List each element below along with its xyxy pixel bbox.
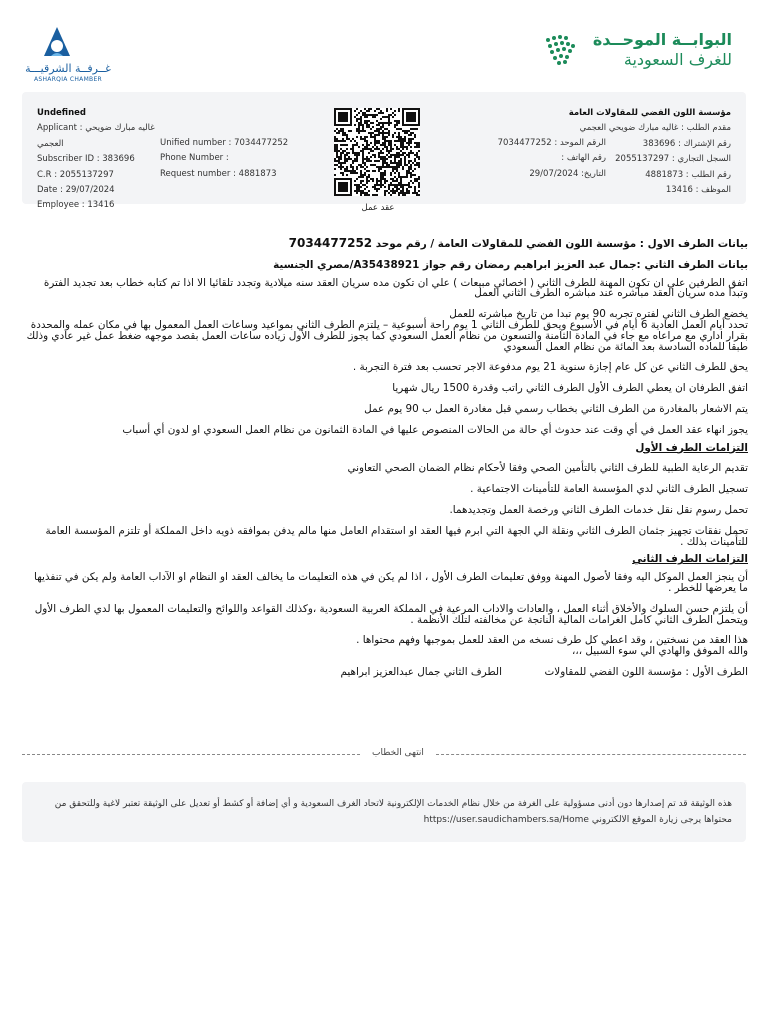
applicant-en: Applicant : غاليه مبارك ضويحي العجمي xyxy=(37,123,155,149)
request-number-en: Request number : 4881873 xyxy=(160,168,277,179)
closing-phrase: والله الموفق والهادي الي سوء السبيل ،،، xyxy=(572,645,748,658)
first-party-insurance: تسجيل الطرف الثاني لدي المؤسسة العامة للتأمينات الاجتماعية . xyxy=(470,483,748,496)
disclaimer-text: هذه الوثيقة قد تم إصدارها دون أدنى مسؤولية على الغرفة من خلال نظام الخدمات الإلكترونية لاتحاد الغرف السعودية و أي إضافة أو كشط أو تعديل على الوثيقة تعتبر لاغية وللتحقق من محتواها يرجى زيارة الموقع الالكتروني https://user.saudichambers.sa/Home xyxy=(54,799,732,825)
subscriber-id-en: Subscriber ID : 383696 xyxy=(37,154,135,165)
portal-name-line1: البوابــة الموحــدة xyxy=(592,30,732,49)
clause-annual-leave: يحق للطرف الثاني عن كل عام إجازة سنوية 21 يوم مدفوعة الاجر تحسب بعد فترة التجربة . xyxy=(352,361,748,374)
signatures xyxy=(26,667,748,681)
header-left-column xyxy=(37,106,177,214)
second-party-conduct: أن يلتزم حسن السلوك والأخلاق أثناء العمل ، والعادات والاداب المرعية في المملكة العربية السعودية ،وكذلك القواعد واللوائح والتعليمات المعمول بها لدي الطرف الأول ويتحمل الطرف الثاني كامل الغرامات المالية الناتجة عن مخالفته لتلك الأنظمة . xyxy=(34,602,748,626)
chamber-emblem-icon xyxy=(42,26,72,60)
header-right-column-2 xyxy=(456,121,606,182)
clause-notice: يتم الاشعار بالمغادرة من الطرف الثاني بخطاب رسمي قبل مغادرة العمل ب 90 يوم عمل xyxy=(364,402,748,415)
unified-number-ar: الرقم الموحد : 7034477252 xyxy=(497,138,606,148)
phone-en: Phone Number : xyxy=(160,153,229,164)
cr-ar: السجل التجاري : 2055137297 xyxy=(615,154,731,165)
qr-code xyxy=(334,108,420,196)
clause-salary: اتفق الطرفان ان يعطي الطرف الأول الطرف الثاني راتب وقدرة 1500 ريال شهريا xyxy=(392,382,748,395)
second-party-signature: الطرف الثاني جمال عبدالعزيز ابراهيم xyxy=(340,665,502,678)
qr-caption: عقد عمل xyxy=(361,203,395,213)
subscriber-id-ar: رقم الإشتراك : 383696 xyxy=(642,138,731,149)
chamber-name-ar: غــرفــة الشرقيـــة xyxy=(25,62,111,75)
divider-line-left xyxy=(22,754,360,755)
header-title-en: Undefined xyxy=(37,108,87,118)
disclaimer-box xyxy=(22,782,746,842)
first-party-medical: تقديم الرعاية الطبية للطرف الثاني بالتأمين الصحي وفقا لأحكام نظام الضمان الصحي التعاوني xyxy=(347,462,748,475)
first-party-signature: الطرف الأول : مؤسسة اللون الفضي للمقاولات xyxy=(544,665,748,678)
request-number-ar: رقم الطلب : 4881873 xyxy=(645,169,731,180)
unified-portal-logo xyxy=(542,30,732,74)
second-party-duty: أن ينجز العمل الموكل اليه وفقا لأصول المهنة ووفق تعليمات الطرف الأول ، اذا لم يكن في هذه التعليمات ما يخالف العقد او النظام او الآداب العامة ولم يكن في تنفذيها ما يعرضها للخطر . xyxy=(34,571,748,594)
divider-line-right xyxy=(436,754,746,755)
clause-probation: يخضع الطرف الثاني لفتره تجربه 90 يوم تبدا من تاريخ مباشرته للعمل xyxy=(449,308,748,321)
contract-body xyxy=(26,238,748,681)
end-of-letter-text: انتهى الخطاب xyxy=(360,748,436,758)
first-party-repatriation: تحمل نفقات تجهيز جثمان الطرف الثاني ونقلة الي الجهة التي ابرم فيها العقد او استقدام العامل منها مالم يدفن بموافقه ذويه داخل المملكة أو تلتزم المؤسسة العامة للتأمينات بذلك . xyxy=(45,524,748,548)
employee-en: Employee : 13416 xyxy=(37,200,115,211)
unified-number-en: Unified number : 7034477252 xyxy=(160,138,289,148)
party2-line: بيانات الطرف الثاني :جمال عبد العزيز ابراهيم رمضان رقم جواز A35438921/مصري الجنسية xyxy=(273,258,748,271)
portal-name-line2: للغرف السعودية xyxy=(623,50,732,69)
applicant-ar: مقدم الطلب : غاليه مبارك ضويحي العجمي xyxy=(579,123,731,134)
portal-dots-icon xyxy=(542,32,578,68)
chamber-name-en: ASHARQIA CHAMBER xyxy=(33,76,103,83)
first-party-fees: تحمل رسوم نقل نقل خدمات الطرف الثاني ورخصة العمل وتجديدهما. xyxy=(449,503,748,516)
date-ar: التاريخ: 29/07/2024 xyxy=(529,168,606,179)
party1-label: بيانات الطرف الاول : مؤسسة اللون الفضي للمقاولات العامة / رقم موحد xyxy=(375,238,748,250)
phone-ar: رقم الهاتف : xyxy=(561,153,606,164)
clause-working-days: تحدد أيام العمل العادية 6 أيام في الأسبوع ويحق للطرف الثاني 1 يوم راحة أسبوعية – يلتزم الطرف الثاني بمواعيد وساعات العمل المعمول بها في مكان عمله والمحددة بقرار اداري مع مراعاه مع جاء في المادة الثامنة والتسعون من نظام العمل السعودي كما يجوز للطرف الأول زياده ساعات العمل بقصد موجهه ضغط عمل غير عادي وذلك طبقا للماده السادسة بعد المائة من نظام العمل السعودي xyxy=(26,318,748,353)
date-en: Date : 29/07/2024 xyxy=(37,185,115,196)
contract-copies: هذا العقد من نسختين ، وقد اعطي كل طرف نسخه من العقد للعمل بموجبها وفهم محتواها . xyxy=(356,634,748,647)
header-title-ar: مؤسسة اللون الفضي للمقاولات العامة xyxy=(568,108,731,118)
end-of-letter-divider xyxy=(22,744,746,764)
party1-line xyxy=(26,238,748,250)
employee-ar: الموظف : 13416 xyxy=(665,185,731,196)
header-left-column-2 xyxy=(160,121,310,182)
clause-profession: اتفق الطرفين علي ان تكون المهنة للطرف الثاني ( اخصائي مبيعات ) علي ان تكون مده سريان العقد سنه ميلادية وتجدد تلقائيا الا اذا تم كتابه خطاب بعد تجديد الفترة وتبدا مده سريان العقد مباشره عند مباشره الطرف الثاني العمل xyxy=(43,276,748,300)
first-party-obligations-heading: التزامات الطرف الأول xyxy=(635,441,748,454)
cr-en: C.R : 2055137297 xyxy=(37,169,114,180)
clause-termination: يجوز انهاء عقد العمل في أي وقت عند حدوث أي حالة من الحالات المنصوص عليها في المادة الثمانون من نظام العمل السعودي او لدون أي أسباب xyxy=(122,423,748,436)
second-party-obligations-heading: التزامات الطرف الثاني xyxy=(632,553,748,566)
party1-unified-number: 7034477252 xyxy=(288,236,373,250)
asharqia-chamber-logo xyxy=(14,24,114,84)
